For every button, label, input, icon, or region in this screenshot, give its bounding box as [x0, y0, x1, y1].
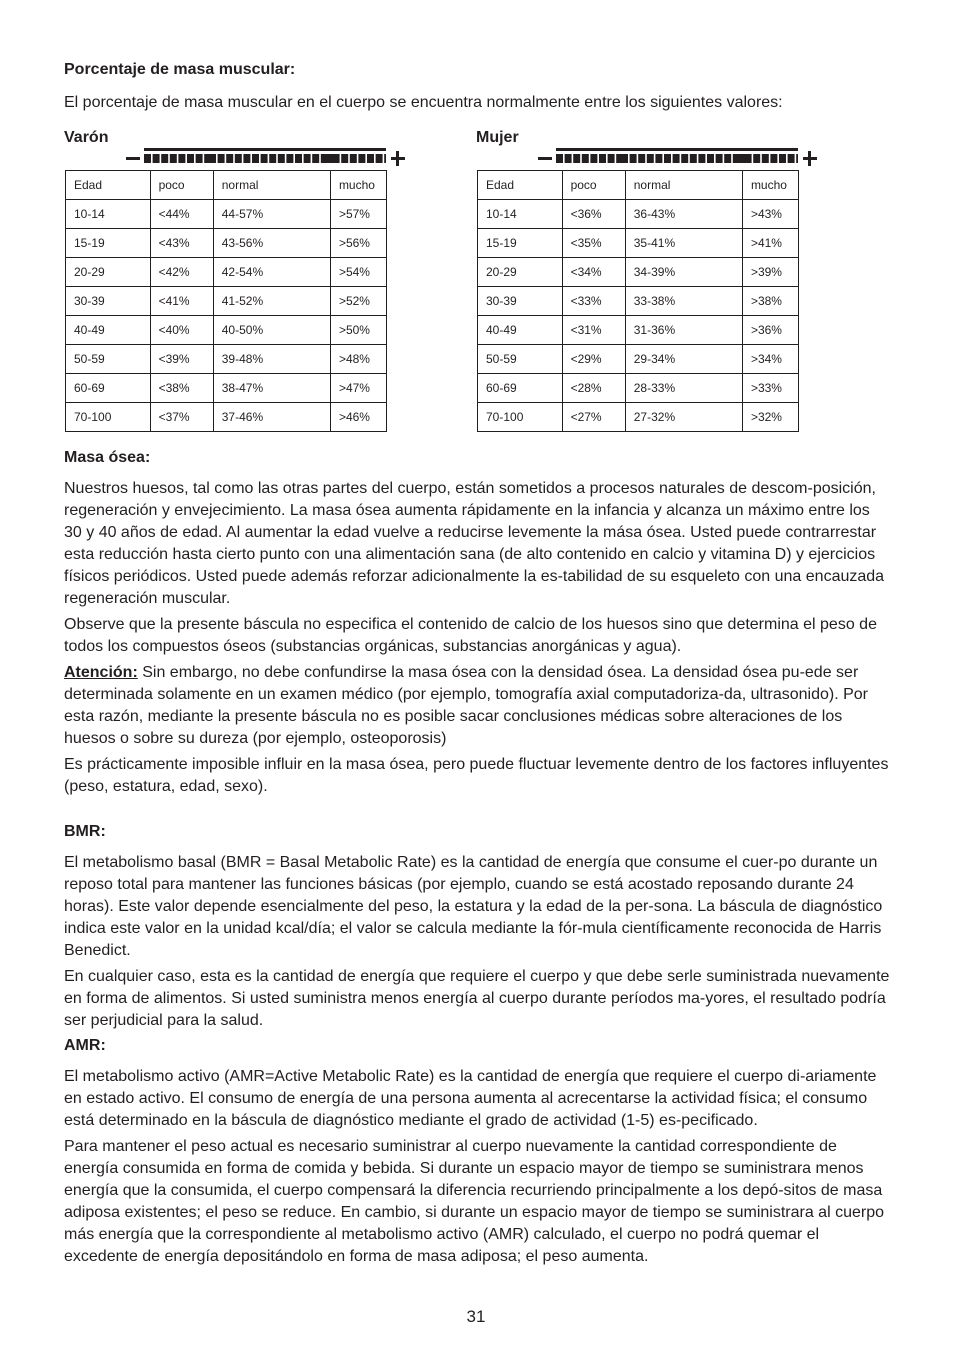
segment-bar-icon [556, 148, 798, 170]
table-cell: 15-19 [66, 229, 151, 258]
table-cell: 10-14 [66, 200, 151, 229]
table-row [66, 287, 387, 316]
table-cell: 50-59 [478, 345, 563, 374]
table-row [478, 316, 799, 345]
header-cell: normal [625, 171, 742, 200]
segment-block [770, 154, 777, 163]
table-cell: 15-19 [478, 229, 563, 258]
segment-block [341, 154, 348, 163]
table-cell: >32% [742, 403, 798, 432]
segment-block [582, 154, 589, 163]
segment-block [690, 154, 697, 163]
segment-block [638, 154, 645, 163]
male-label: Varón [64, 129, 109, 146]
bone-section [64, 448, 892, 798]
table-cell: <33% [562, 287, 625, 316]
segment-block [286, 154, 293, 163]
bmr-paragraph-1: El metabolismo basal (BMR = Basal Metabolic Rate) es la cantidad de energía que consume el cuer-po durante un reposo total para mantener las funciones básicas (por ejemplo, cuando se está acostado reposando durante 24 horas). Este valor depende esencialmente del peso, la estatura y la edad de la per-sona. La báscula de diagnóstico indica este valor en la unidad kcal/día; el valor se calcula mediante la fór-mula científicamente reconocida de Harris Benedict. [64, 854, 883, 959]
table-cell: <44% [150, 200, 213, 229]
segment-block [295, 154, 302, 163]
table-cell: >46% [330, 403, 386, 432]
table-cell: <34% [562, 258, 625, 287]
table-cell: >57% [330, 200, 386, 229]
page-number: 31 [466, 1307, 486, 1326]
segment-block [226, 154, 233, 163]
table-cell: 42-54% [213, 258, 330, 287]
table-cell: 27-32% [625, 403, 742, 432]
table-cell: <31% [562, 316, 625, 345]
minus-icon [126, 157, 140, 160]
table-cell: 34-39% [625, 258, 742, 287]
segment-block [376, 154, 383, 163]
table-header-row [66, 171, 387, 200]
male-scale-bar [64, 148, 386, 170]
table-cell: >38% [742, 287, 798, 316]
segment-block [367, 154, 374, 163]
table-cell: >47% [330, 374, 386, 403]
bmr-paragraph-2: En cualquier caso, esta es la cantidad de energía que requiere el cuerpo y que debe serle suministrada nuevamente en forma de alimentos. Si usted suministra menos energía al cuerpo durante períodos ma-yores, el resultado podría ser perjudicial para la salud. [64, 968, 890, 1029]
segment-block [350, 154, 357, 163]
segment-block [333, 154, 340, 163]
amr-heading: AMR: [64, 1037, 106, 1054]
table-cell: 20-29 [478, 258, 563, 287]
table-cell: <29% [562, 345, 625, 374]
table-row [478, 258, 799, 287]
table-row [66, 403, 387, 432]
table-cell: >43% [742, 200, 798, 229]
table-cell: 30-39 [66, 287, 151, 316]
segment-block [252, 154, 259, 163]
segment-block [621, 154, 628, 163]
table-cell: 60-69 [66, 374, 151, 403]
female-scale-bar [476, 148, 798, 170]
male-table [65, 170, 387, 432]
table-cell: >56% [330, 229, 386, 258]
minus-icon [538, 157, 552, 160]
segment-block [647, 154, 654, 163]
segment-block [655, 154, 662, 163]
table-cell: 35-41% [625, 229, 742, 258]
table-row [66, 316, 387, 345]
segment-block [196, 154, 203, 163]
table-cell: >39% [742, 258, 798, 287]
male-block [64, 128, 386, 432]
table-row [66, 229, 387, 258]
segment-block [261, 154, 268, 163]
table-cell: >36% [742, 316, 798, 345]
female-table [477, 170, 799, 432]
bone-heading: Masa ósea: [64, 449, 151, 466]
table-cell: 43-56% [213, 229, 330, 258]
table-row [478, 403, 799, 432]
segment-bar-top [144, 148, 211, 151]
segment-block [312, 154, 319, 163]
segment-block [209, 154, 216, 163]
bone-paragraph-3 [64, 662, 892, 750]
segment-block [664, 154, 671, 163]
table-cell: 31-36% [625, 316, 742, 345]
header-cell: normal [213, 171, 330, 200]
table-row [478, 200, 799, 229]
female-block [476, 128, 798, 432]
table-cell: 50-59 [66, 345, 151, 374]
segment-block [608, 154, 615, 163]
segment-block [218, 154, 225, 163]
table-cell: <42% [150, 258, 213, 287]
segment-bar-top [556, 148, 623, 151]
segment-block [796, 154, 798, 163]
segment-block [187, 154, 194, 163]
segment-block [698, 154, 705, 163]
plus-icon-vertical [396, 151, 399, 166]
header-cell: mucho [330, 171, 386, 200]
table-cell: >48% [330, 345, 386, 374]
segment-block [304, 154, 311, 163]
segment-block [178, 154, 185, 163]
segment-block [673, 154, 680, 163]
table-cell: >54% [330, 258, 386, 287]
table-cell: 33-38% [625, 287, 742, 316]
table-cell: 30-39 [478, 287, 563, 316]
segment-block [384, 154, 386, 163]
segment-block [235, 154, 242, 163]
muscle-heading: Porcentaje de masa muscular: [64, 61, 296, 78]
segment-bar-icon [144, 148, 386, 170]
segment-block [358, 154, 365, 163]
table-row [66, 200, 387, 229]
table-cell: >33% [742, 374, 798, 403]
table-row [66, 374, 387, 403]
table-cell: 44-57% [213, 200, 330, 229]
page-content [64, 60, 892, 1268]
segment-block [745, 154, 752, 163]
segment-block [278, 154, 285, 163]
bmr-heading: BMR: [64, 823, 106, 840]
segment-bar-top [209, 148, 336, 151]
segment-block [324, 154, 331, 163]
segment-block [762, 154, 769, 163]
segment-block [153, 154, 160, 163]
muscle-intro: El porcentaje de masa muscular en el cuerpo se encuentra normalmente entre los siguientes valores: [64, 94, 783, 111]
segment-block [573, 154, 580, 163]
attention-label: Atención: [64, 664, 138, 681]
amr-paragraph-1: El metabolismo activo (AMR=Active Metabolic Rate) es la cantidad de energía que requiere el cuerpo di-ariamente en estado activo. El consumo de energía de una persona aumenta al acrecentarse la actividad física; el consumo está determinado en la báscula de diagnóstico mediante el grado de actividad (1-5) es-pecificado. [64, 1068, 877, 1129]
plus-icon-vertical [808, 151, 811, 166]
header-cell: poco [562, 171, 625, 200]
segment-bar-top [324, 148, 386, 151]
segment-block [170, 154, 177, 163]
table-cell: <41% [150, 287, 213, 316]
table-cell: >50% [330, 316, 386, 345]
table-cell: <38% [150, 374, 213, 403]
table-cell: 36-43% [625, 200, 742, 229]
table-row [66, 345, 387, 374]
header-cell: mucho [742, 171, 798, 200]
segment-block [144, 154, 151, 163]
amr-paragraph-2: Para mantener el peso actual es necesario suministrar al cuerpo nuevamente la cantidad correspondiente de energía consumida en forma de comida y bebida. Si durante un espacio mayor de tiempo se suministrara menos energía que la consumida, el cuerpo compensará la diferencia recurriendo principalmente a los depó-sitos de masa adiposa existentes; el peso se reduce. En cambio, si durante un espacio mayor de tiempo se suministrara al cuerpo más energía que la correspondiente al metabolismo activo (AMR) calculado, el cuerpo no podrá quemar el excedente de energía depositándolo en forma de masa adiposa; el peso aumenta. [64, 1138, 884, 1265]
segment-bar-top [736, 148, 798, 151]
table-cell: <27% [562, 403, 625, 432]
table-row [478, 345, 799, 374]
table-row [478, 229, 799, 258]
table-cell: 40-49 [66, 316, 151, 345]
segment-bar-top [621, 148, 748, 151]
segment-block [716, 154, 723, 163]
header-cell: poco [150, 171, 213, 200]
table-cell: <39% [150, 345, 213, 374]
female-label: Mujer [476, 129, 519, 146]
table-cell: 10-14 [478, 200, 563, 229]
table-cell: <35% [562, 229, 625, 258]
table-row [66, 258, 387, 287]
segment-block [724, 154, 731, 163]
segment-block [788, 154, 795, 163]
table-cell: >41% [742, 229, 798, 258]
table-row [478, 374, 799, 403]
segment-block [599, 154, 606, 163]
segment-block [630, 154, 637, 163]
table-cell: 20-29 [66, 258, 151, 287]
table-cell: 28-33% [625, 374, 742, 403]
segment-block [565, 154, 572, 163]
segment-block [753, 154, 760, 163]
bone-paragraph-4: Es prácticamente imposible influir en la masa ósea, pero puede fluctuar levemente dentro de los factores influyentes (peso, estatura, edad, sexo). [64, 756, 889, 795]
segment-block [736, 154, 743, 163]
table-cell: <37% [150, 403, 213, 432]
table-header-row [478, 171, 799, 200]
segment-block [590, 154, 597, 163]
table-cell: 38-47% [213, 374, 330, 403]
segment-block [556, 154, 563, 163]
table-cell: 70-100 [66, 403, 151, 432]
segment-block [779, 154, 786, 163]
table-cell: 70-100 [478, 403, 563, 432]
table-cell: >52% [330, 287, 386, 316]
table-cell: <36% [562, 200, 625, 229]
segment-block [707, 154, 714, 163]
segment-block [681, 154, 688, 163]
table-cell: 40-49 [478, 316, 563, 345]
table-cell: <43% [150, 229, 213, 258]
header-cell: Edad [66, 171, 151, 200]
table-cell: <28% [562, 374, 625, 403]
table-cell: >34% [742, 345, 798, 374]
header-cell: Edad [478, 171, 563, 200]
table-row [478, 287, 799, 316]
table-cell: <40% [150, 316, 213, 345]
table-cell: 41-52% [213, 287, 330, 316]
table-cell: 39-48% [213, 345, 330, 374]
muscle-tables [64, 128, 892, 448]
bone-paragraph-1: Nuestros huesos, tal como las otras partes del cuerpo, están sometidos a procesos naturales de descom-posición, regeneración y envejecimiento. La masa ósea aumenta rápidamente en la infancia y alcanza un máximo entre los 30 y 40 años de edad. Al aumentar la edad vuelve a reducirse levemente la mása ósea. Usted puede contrarrestar esta reducción hasta cierto punto con una alimentación sana (de alto contenido en calcio y vitamina D) y ejercicios físicos periódicos. Usted puede además reforzar adicionalmente la es-tabilidad de su esqueleto con una encauzada regeneración muscular. [64, 480, 885, 607]
bone-paragraph-2: Observe que la presente báscula no especifica el contenido de calcio de los huesos sino que determina el peso de todos los compuestos óseos (substancias orgánicas, substancias anorgánicas y agua). [64, 616, 877, 655]
table-cell: 40-50% [213, 316, 330, 345]
table-cell: 37-46% [213, 403, 330, 432]
segment-block [161, 154, 168, 163]
segment-block [243, 154, 250, 163]
table-cell: 60-69 [478, 374, 563, 403]
bmr-section [64, 822, 892, 1032]
attention-text: Sin embargo, no debe confundirse la masa ósea con la densidad ósea. La densidad ósea pu-ede ser determinada solamente en un examen médico (por ejemplo, tomografía axial computadoriza-da, ultrasonido). Por esta razón, mediante la presente báscula no es posible sacar conclusiones médicas sobre alteraciones de los huesos o sobre su dureza (por ejemplo, osteoporosis) [64, 664, 868, 747]
amr-section [64, 1036, 892, 1268]
segment-block [269, 154, 276, 163]
table-cell: 29-34% [625, 345, 742, 374]
